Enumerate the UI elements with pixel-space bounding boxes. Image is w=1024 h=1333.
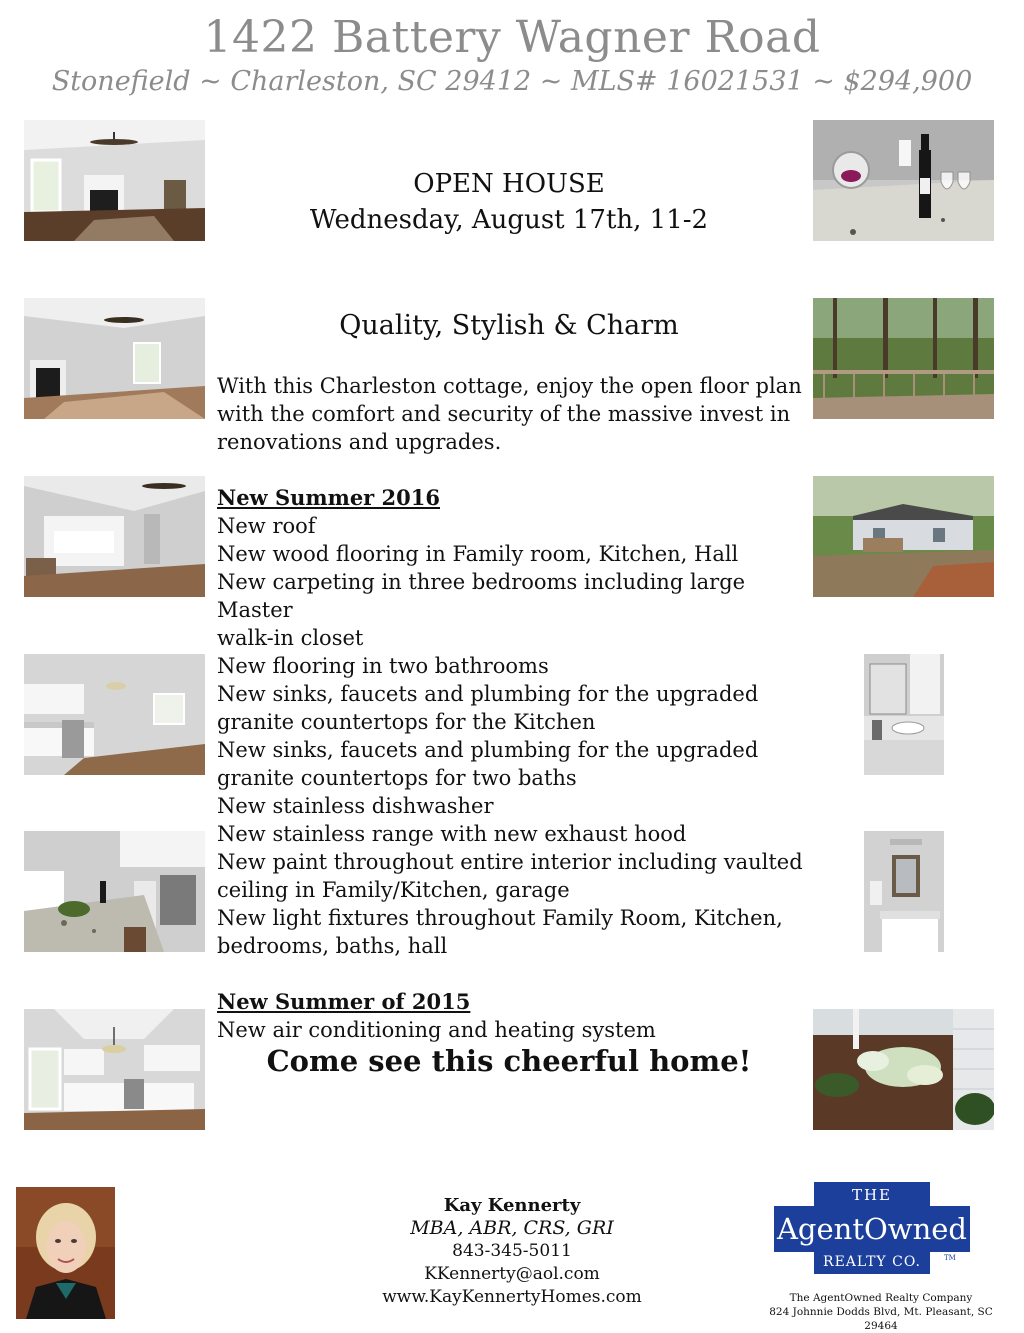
agent-headshot <box>16 1187 115 1319</box>
list-item: New wood flooring in Family room, Kitchen, Hall <box>217 542 739 566</box>
company-info <box>756 1291 1006 1333</box>
list-item: New flooring in two bathrooms <box>217 654 549 678</box>
agentowned-logo <box>774 1182 970 1276</box>
intro-line: renovations and upgrades. <box>217 430 502 454</box>
agent-credentials: MBA, ABR, CRS, GRI <box>410 1217 614 1239</box>
logo-top: THE <box>814 1182 930 1208</box>
intro-line: With this Charleston cottage, enjoy the open floor plan <box>217 374 802 398</box>
logo-middle: AgentOwned <box>774 1206 970 1252</box>
list-item: New carpeting in three bedrooms including large Master <box>217 570 746 622</box>
photo-kitchen-chandelier <box>24 1009 205 1130</box>
list-item: New paint throughout entire interior including vaulted <box>217 850 803 874</box>
headline: Quality, Stylish & Charm <box>339 310 679 341</box>
photo-family-room-view <box>24 298 205 419</box>
photo-living-to-kitchen <box>24 476 205 597</box>
section-heading-2016: New Summer 2016 <box>217 485 441 510</box>
list-item: New sinks, faucets and plumbing for the upgraded <box>217 738 759 762</box>
list-item: granite countertops for two baths <box>217 766 577 790</box>
photo-kitchen-granite-sink <box>24 831 205 952</box>
photo-bath-mirror <box>864 831 944 952</box>
list-item: New sinks, faucets and plumbing for the upgraded <box>217 682 759 706</box>
logo-bottom: REALTY CO. <box>814 1250 930 1274</box>
list-item: bedrooms, baths, hall <box>217 934 448 958</box>
agent-email[interactable]: KKennerty@aol.com <box>424 1264 600 1284</box>
photo-bath-vanity <box>864 654 944 775</box>
list-item: New air conditioning and heating system <box>217 1018 656 1042</box>
description-body <box>217 372 807 1044</box>
list-item: New light fixtures throughout Family Room, Kitchen, <box>217 906 783 930</box>
photo-deck-woods <box>813 298 994 419</box>
list-item: New stainless range with new exhaust hood <box>217 822 687 846</box>
agent-website[interactable]: www.KayKennertyHomes.com <box>382 1287 642 1307</box>
property-subtitle: Stonefield ~ Charleston, SC 29412 ~ MLS# 16021531 ~ $294,900 <box>51 66 973 97</box>
call-to-action: Come see this cheerful home! <box>266 1044 752 1078</box>
photo-house-exterior-rear <box>813 476 994 597</box>
logo-tm: TM <box>944 1254 956 1262</box>
list-item: walk-in closet <box>217 626 364 650</box>
agent-name: Kay Kennerty <box>443 1195 581 1216</box>
photo-garden-plants <box>813 1009 994 1130</box>
agent-phone[interactable]: 843-345-5011 <box>452 1241 572 1261</box>
agent-info <box>372 1194 652 1309</box>
open-house-label: OPEN HOUSE <box>413 169 605 199</box>
list-item: New roof <box>217 514 316 538</box>
company-address: 824 Johnnie Dodds Blvd, Mt. Pleasant, SC 29464 <box>769 1306 993 1332</box>
property-address-title: 1422 Battery Wagner Road <box>203 12 821 63</box>
open-house-date: Wednesday, August 17th, 11-2 <box>309 205 709 235</box>
company-name: The AgentOwned Realty Company <box>789 1292 973 1304</box>
intro-line: with the comfort and security of the massive invest in <box>217 402 791 426</box>
list-item: ceiling in Family/Kitchen, garage <box>217 878 570 902</box>
photo-family-room-fireplace <box>24 120 205 241</box>
open-house-block <box>214 166 804 238</box>
section-heading-2015: New Summer of 2015 <box>217 989 471 1014</box>
list-item: New stainless dishwasher <box>217 794 494 818</box>
list-item: granite countertops for the Kitchen <box>217 710 596 734</box>
photo-granite-wine-vignette <box>813 120 994 241</box>
photo-kitchen-range <box>24 654 205 775</box>
